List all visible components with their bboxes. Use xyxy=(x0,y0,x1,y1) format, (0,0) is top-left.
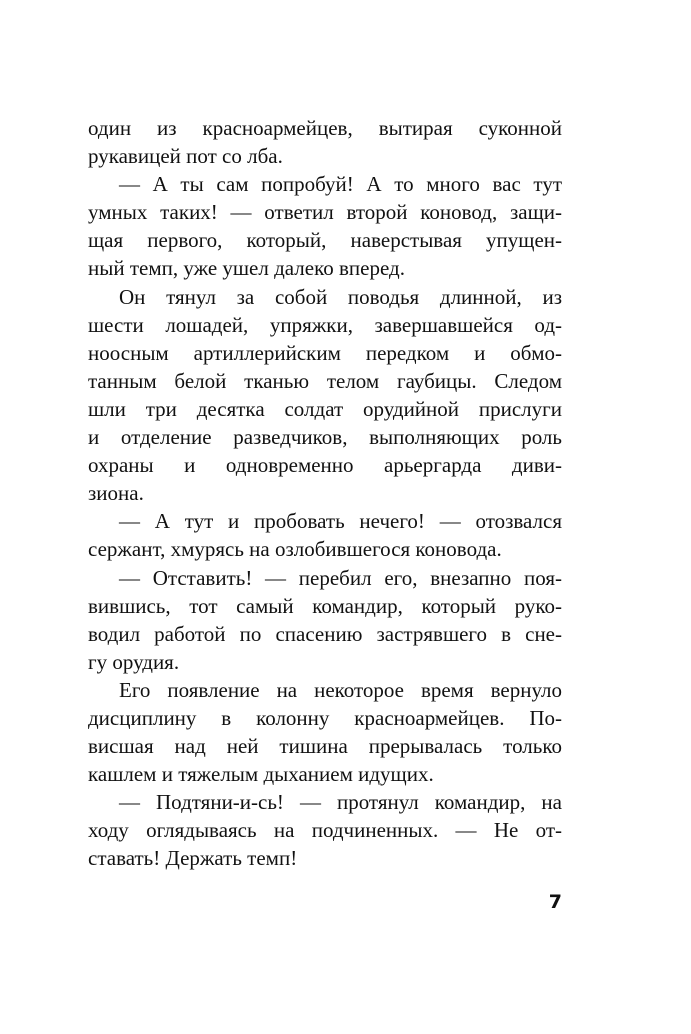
text-line: сержант, хмурясь на озлобившегося коновода. xyxy=(88,537,502,562)
text-line: и отделение разведчиков, выполняющих роль xyxy=(88,425,562,450)
text-line: — А тут и пробовать нечего! — отозвался xyxy=(119,509,562,534)
text-line: — Подтяни-и-сь! — протянул командир, на xyxy=(119,790,562,815)
text-line: умных таких! — ответил второй коновод, защи- xyxy=(88,200,562,225)
text-line: рукавицей пот со лба. xyxy=(88,144,283,169)
text-line: охраны и одновременно арьергарда диви- xyxy=(88,453,562,478)
text-line: зиона. xyxy=(88,481,144,506)
text-line: водил работой по спасению застрявшего в сне- xyxy=(88,621,562,646)
text-line: ный темп, уже ушел далеко вперед. xyxy=(88,256,405,281)
text-line: висшая над ней тишина прерывалась только xyxy=(88,734,562,759)
text-line: Его появление на некоторое время вернуло xyxy=(119,677,562,702)
text-line: шести лошадей, упряжки, завершавшейся од- xyxy=(88,312,562,337)
text-line: щая первого, который, наверстывая упущен- xyxy=(88,228,562,253)
text-line: вившись, тот самый командир, который руко- xyxy=(88,593,562,618)
text-line: танным белой тканью телом гаубицы. Следом xyxy=(88,368,562,393)
text-line: ноосным артиллерийским передком и обмо- xyxy=(88,340,562,365)
text-line: — Отставить! — перебил его, внезапно поя- xyxy=(119,565,562,590)
text-line: гу орудия. xyxy=(88,649,180,674)
text-line: один из красноармейцев, вытирая суконной xyxy=(88,116,562,140)
text-line: шли три десятка солдат орудийной прислуги xyxy=(88,396,562,421)
page-number: 7 xyxy=(548,891,562,913)
text-line: — А ты сам попробуй! А то много вас тут xyxy=(119,172,562,197)
text-line: ходу оглядываясь на подчиненных. — Не от- xyxy=(88,818,562,843)
text-line: ставать! Держать темп! xyxy=(88,846,298,871)
body-text xyxy=(88,114,562,873)
text-line: дисциплину в колонну красноармейцев. По- xyxy=(88,705,562,730)
text-line: кашлем и тяжелым дыханием идущих. xyxy=(88,762,434,787)
text-line: Он тянул за собой поводья длинной, из xyxy=(119,284,562,309)
